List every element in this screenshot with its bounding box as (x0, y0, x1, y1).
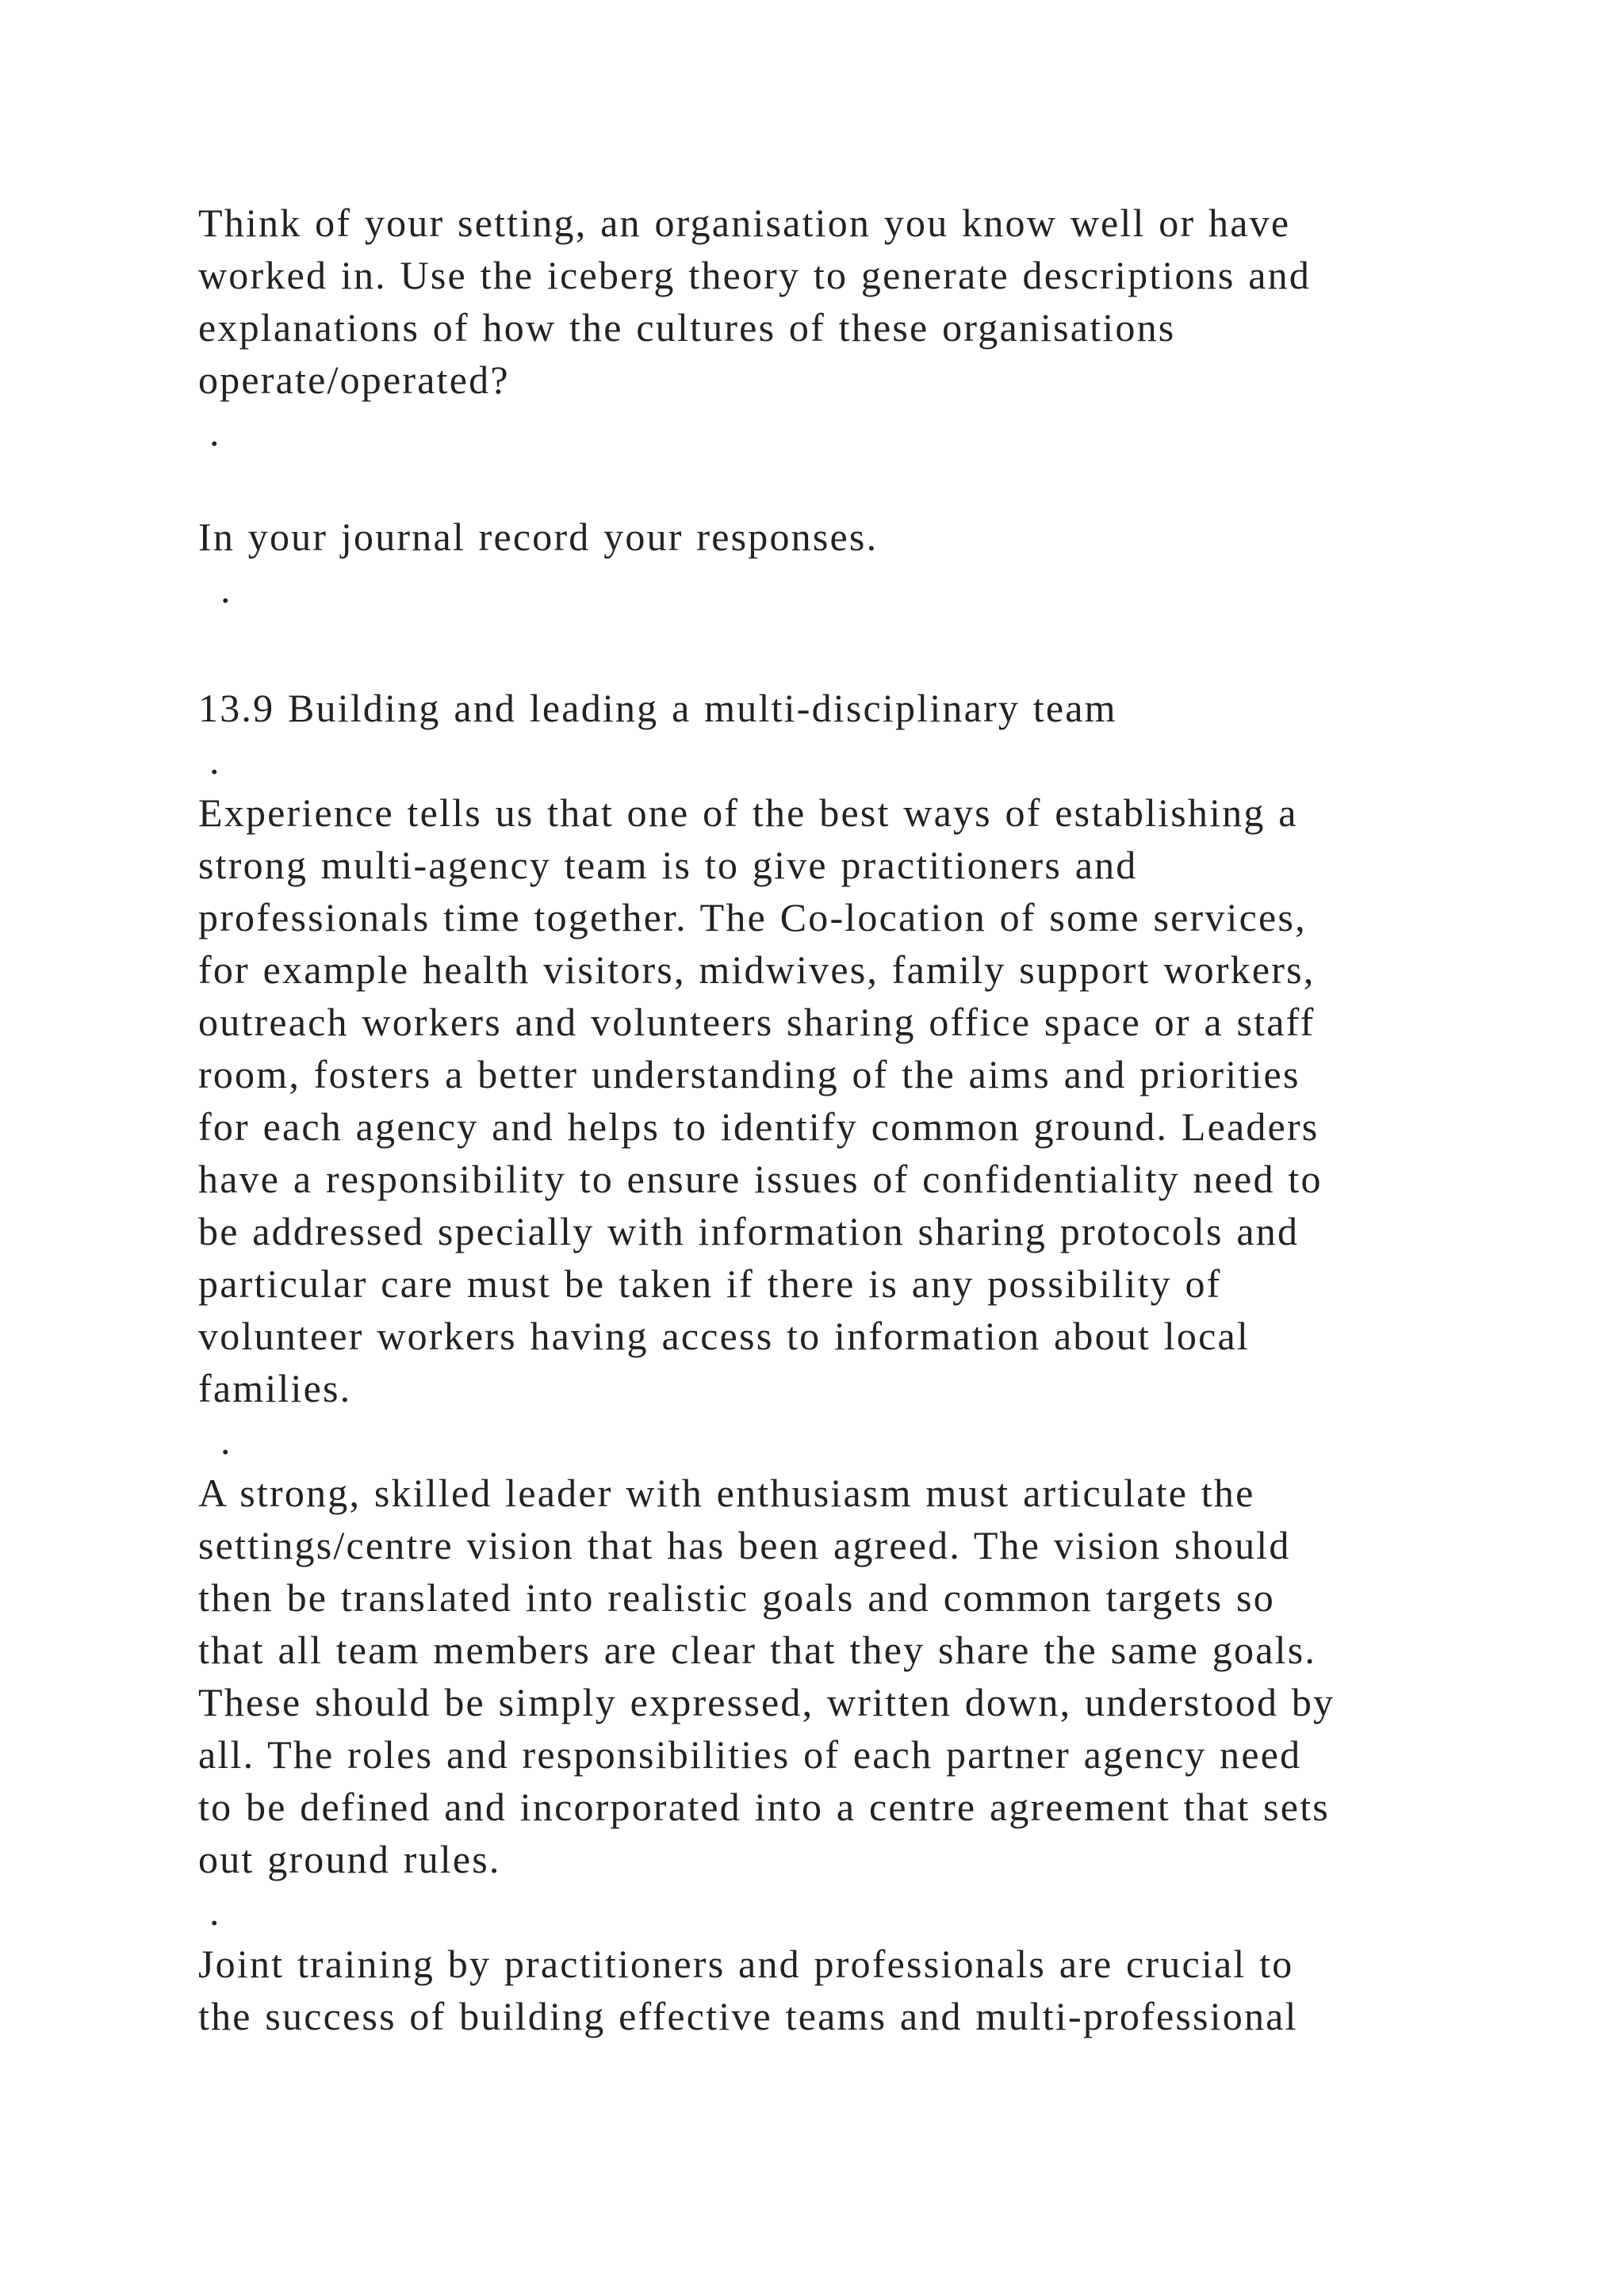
paragraph-co-location (198, 786, 1499, 1414)
paragraph-leadership-vision (198, 1467, 1499, 1885)
journal-prompt: In your journal record your responses. (198, 515, 879, 559)
paragraph-line: for example health visitors, midwives, family support workers, (198, 947, 1316, 992)
intro-line: worked in. Use the iceberg theory to generate descriptions and (198, 253, 1312, 297)
paragraph-line: have a responsibility to ensure issues of confidentiality need to (198, 1157, 1323, 1201)
intro-line: Think of your setting, an organisation you know well or have (198, 201, 1291, 245)
paragraph-line: strong multi-agency team is to give practitioners and (198, 843, 1138, 887)
paragraph-joint-training (198, 1938, 1499, 2042)
intro-line: operate/operated? (198, 358, 510, 402)
paragraph-line: Experience tells us that one of the best ways of establishing a (198, 790, 1298, 835)
spacer (198, 615, 1499, 668)
paragraph-line: that all team members are clear that they share the same goals. (198, 1628, 1317, 1672)
paragraph-line: then be translated into realistic goals and common targets so (198, 1575, 1275, 1620)
section-heading: 13.9 Building and leading a multi-disciplinary team (198, 686, 1117, 730)
paragraph-line: particular care must be taken if there is any possibility of (198, 1261, 1222, 1306)
paragraph-line: families. (198, 1366, 352, 1410)
intro-line: explanations of how the cultures of these organisations (198, 305, 1176, 350)
separator-dot: . (220, 567, 232, 611)
paragraph-line: Joint training by practitioners and professionals are crucial to (198, 1942, 1294, 1986)
paragraph-line: out ground rules. (198, 1837, 501, 1881)
paragraph-line: professionals time together. The Co-location of some services, (198, 895, 1307, 939)
separator-dot: . (209, 1889, 221, 1934)
paragraph-line: for each agency and helps to identify common ground. Leaders (198, 1104, 1320, 1149)
paragraph-line: These should be simply expressed, written down, understood by (198, 1680, 1335, 1724)
paragraph-line: room, fosters a better understanding of the aims and priorities (198, 1052, 1300, 1096)
paragraph-line: the success of building effective teams and multi-professional (198, 1994, 1298, 2038)
intro-paragraph (198, 197, 1499, 406)
spacer (198, 668, 1499, 682)
paragraph-line: to be defined and incorporated into a centre agreement that sets (198, 1785, 1330, 1829)
separator-dot: . (220, 1418, 232, 1463)
spacer (198, 458, 1499, 511)
document-body (198, 197, 1499, 2042)
separator-dot: . (209, 738, 221, 783)
paragraph-line: all. The roles and responsibilities of each partner agency need (198, 1732, 1302, 1777)
paragraph-line: settings/centre vision that has been agreed. The vision should (198, 1523, 1291, 1567)
paragraph-line: outreach workers and volunteers sharing office space or a staff (198, 1000, 1316, 1044)
paragraph-line: A strong, skilled leader with enthusiasm must articulate the (198, 1471, 1255, 1515)
paragraph-line: volunteer workers having access to information about local (198, 1314, 1250, 1358)
separator-dot: . (209, 410, 221, 454)
paragraph-line: be addressed specially with information sharing protocols and (198, 1209, 1300, 1253)
